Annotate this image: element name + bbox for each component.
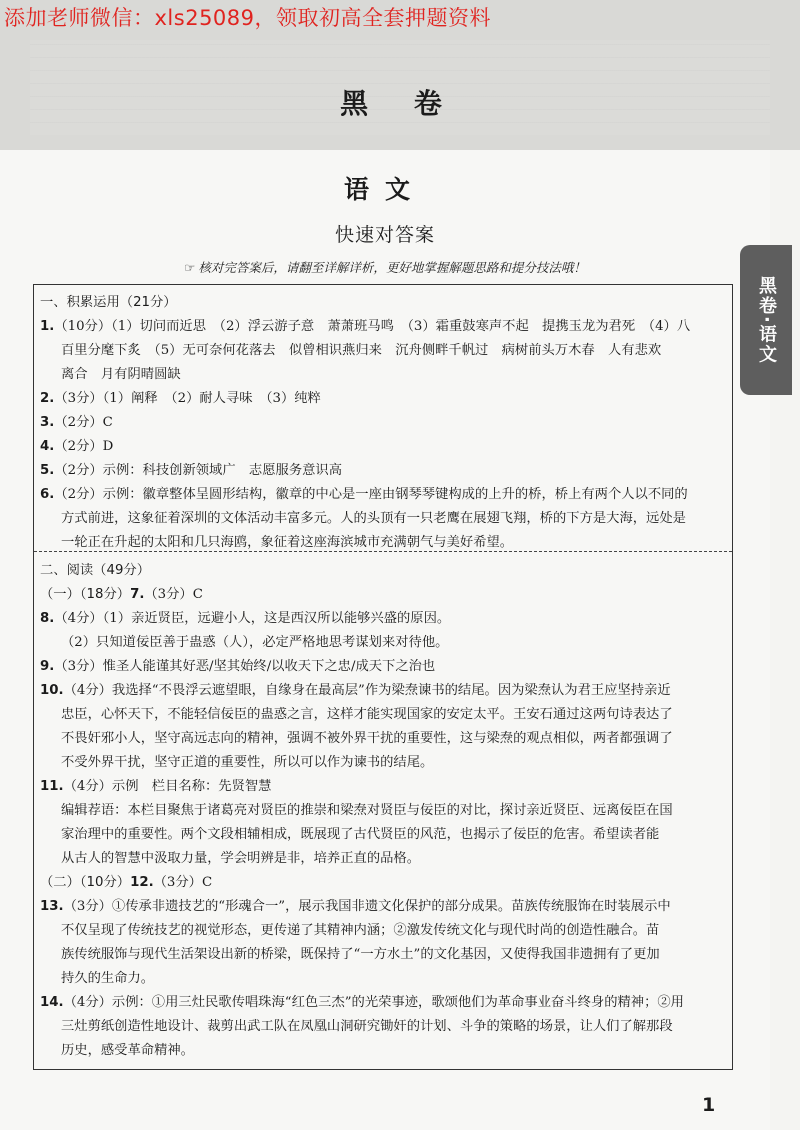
page-subtitle: 快速对答案 (334, 224, 435, 246)
answer-text: （10分）（1）切问而近思 （2）浮云游子意 萧萧班马鸣 （3）霜重鼓寒声不起 提携玉龙为君死 （4）八 (54, 319, 691, 334)
answer-line: 家治理中的重要性。两个文段相辅相成，既展现了古代贤臣的风范，也揭示了佞臣的危害。希望读者能 (61, 827, 660, 842)
answer-text: （3分）惟圣人能谨其好恶/坚其始终/以收天下之忠/成天下之治也 (54, 659, 436, 674)
subsection-label: （一）（18分） (40, 587, 131, 602)
question-number: 14. (40, 995, 64, 1010)
answer-text: （4分）示例 栏目名称：先贤智慧 (63, 779, 272, 794)
answer-q11 (40, 775, 722, 799)
question-number: 10. (40, 683, 64, 698)
answer-line: 从古人的智慧中汲取力量，学会明辨是非，培养正直的品格。 (61, 851, 421, 866)
question-number: 4. (40, 439, 55, 454)
section-heading: 一、积累运用（21分） (40, 295, 177, 310)
question-number: 9. (40, 659, 55, 674)
answer-line: 不受外界干扰，坚守正道的重要性，所以可以作为谏书的结尾。 (61, 755, 434, 770)
question-number: 6. (40, 487, 55, 502)
question-number: 13. (40, 899, 64, 914)
answer-text: （2分）示例：科技创新领域广 志愿服务意识高 (54, 463, 343, 478)
answer-text: （2分）示例：徽章整体呈圆形结构，徽章的中心是一座由钢琴琴键构成的上升的桥，桥上有两个人以不同的 (54, 487, 688, 502)
answer-text: （3分）①传承非遗技艺的“形魂合一”，展示我国非遗文化保护的部分成果。苗族传统服饰在时装展示中 (63, 899, 671, 914)
question-number: 11. (40, 779, 64, 794)
question-number: 5. (40, 463, 55, 478)
answer-q12 (40, 871, 722, 895)
answer-line: 离合 月有阴晴圆缺 (61, 367, 181, 382)
answer-line: 族传统服饰与现代生活架设出新的桥梁，既保持了“一方水土”的文化基因，又使得我国非遗拥有了更加 (61, 947, 660, 962)
answer-line: 不畏奸邪小人，坚守高远志向的精神，强调不被外界干扰的重要性，这与梁焘的观点相似，两者都强调了 (61, 731, 673, 746)
answer-line: 忠臣，心怀天下，不能轻信佞臣的蛊惑之言，这样才能实现国家的安定太平。王安石通过这两句诗表达了 (61, 707, 673, 722)
answer-line: 不仅呈现了传统技艺的视觉形态，更传递了其精神内涵；②激发传统文化与现代时尚的创造性融合。苗 (61, 923, 660, 938)
question-number: 8. (40, 611, 55, 626)
question-number: 12. (130, 875, 154, 890)
answer-q4 (40, 435, 722, 459)
watermark-banner: 添加老师微信：xls25089，领取初高全套押题资料 (4, 6, 492, 30)
answer-text: （4分）我选择“不畏浮云遮望眼，自缘身在最高层”作为梁焘谏书的结尾。因为梁焘认为君王应坚持亲近 (63, 683, 671, 698)
question-number: 7. (130, 587, 145, 602)
answer-line: 持久的生命力。 (61, 971, 155, 986)
answer-line: 百里分麾下炙 （5）无可奈何花落去 似曾相识燕归来 沉舟侧畔千帆过 病树前头万木春 人有悲欢 (61, 343, 662, 358)
section-accumulation (34, 285, 732, 550)
answer-q1 (40, 315, 722, 339)
pointing-hand-icon: ☞ (184, 260, 196, 275)
answer-line: 方式前进，这象征着深圳的文体活动丰富多元。人的头顶有一只老鹰在展翅飞翔，桥的下方是大海，远处是 (61, 511, 686, 526)
tip-text: 核对完答案后，请翻至详解详析，更好地掌握解题思路和提分技法哦！ (198, 260, 586, 275)
answer-text: （4分）示例：①用三灶民歌传唱珠海“红色三杰”的光荣事迹，歌颂他们为革命事业奋斗终身的精神；②用 (63, 995, 684, 1010)
side-tab-label: 黑卷·语文 (756, 275, 777, 365)
series-title: 黑 卷 (340, 87, 460, 120)
answer-q14 (40, 991, 722, 1015)
tip-line (0, 258, 770, 276)
answer-q5 (40, 459, 722, 483)
subsection-label: （二）（10分） (40, 875, 131, 890)
answer-q2 (40, 387, 722, 411)
answer-text: （3分）（1）阐释 （2）耐人寻味 （3）纯粹 (54, 391, 321, 406)
answer-text: （2分）D (54, 439, 114, 454)
answer-q10 (40, 679, 722, 703)
page-number: 1 (702, 1094, 716, 1116)
section-heading: 二、阅读（49分） (40, 563, 150, 578)
answer-text: （2分）C (54, 415, 113, 430)
answer-line: （2）只知道佞臣善于蛊惑（人），必定严格地思考谋划来对待他。 (61, 635, 449, 650)
answer-line: 三灶剪纸创造性地设计、裁剪出武工队在凤凰山洞研究锄奸的计划、斗争的策略的场景，让人们了解那段 (61, 1019, 673, 1034)
answer-text: （3分）C (144, 587, 203, 602)
answer-q13 (40, 895, 722, 919)
section-reading (34, 553, 732, 1063)
answer-line: 一轮正在升起的太阳和几只海鸥，象征着这座海滨城市充满朝气与美好希望。 (61, 535, 514, 550)
answer-q3 (40, 411, 722, 435)
question-number: 3. (40, 415, 55, 430)
answer-q8 (40, 607, 722, 631)
question-number: 1. (40, 319, 55, 334)
question-number: 2. (40, 391, 55, 406)
answer-q9 (40, 655, 722, 679)
answer-q6 (40, 483, 722, 507)
answer-line: 编辑荐语：本栏目聚焦于诸葛亮对贤臣的推崇和梁焘对贤臣与佞臣的对比，探讨亲近贤臣、远离佞臣在国 (61, 803, 673, 818)
subject-title: 语文 (343, 175, 426, 204)
section-divider (34, 551, 732, 552)
answer-text: （3分）C (153, 875, 213, 890)
answer-q7 (40, 583, 722, 607)
answer-box (33, 284, 733, 1070)
answer-text: （4分）（1）亲近贤臣，远避小人，这是西汉所以能够兴盛的原因。 (54, 611, 451, 626)
answer-line: 历史，感受革命精神。 (61, 1043, 194, 1058)
